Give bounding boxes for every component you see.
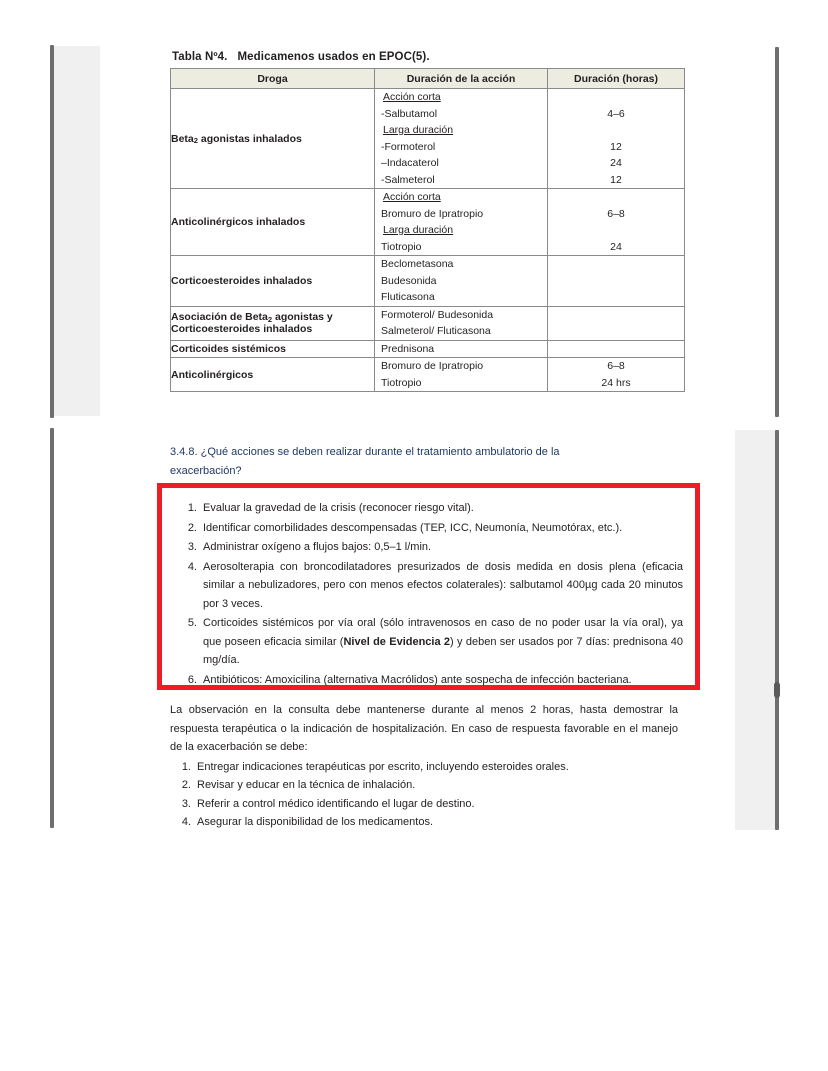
- table-caption: [172, 51, 430, 63]
- action-line: Bromuro de Ipratropio: [381, 207, 484, 220]
- cell-action-duration: [375, 256, 548, 307]
- table-caption-title: Medicamenos usados en EPOC(5).: [237, 51, 430, 63]
- cell-hours: [548, 89, 685, 189]
- hours-line: 24 hrs: [601, 376, 631, 389]
- list-item-text: Asegurar la disponibilidad de los medicamentos.: [197, 816, 434, 828]
- action-line: Acción corta: [383, 91, 441, 103]
- column-header-duracion-accion: Duración de la acción: [375, 69, 548, 89]
- observation-list-item: [170, 795, 678, 814]
- list-item-text: Administrar oxígeno a flujos bajos: 0,5–1 l/min.: [203, 541, 432, 553]
- cell-drug-name: Anticolinérgicos: [171, 358, 375, 392]
- column-header-droga: Droga: [171, 69, 375, 89]
- cell-action-duration: [375, 340, 548, 358]
- action-line: Budesonida: [381, 274, 437, 287]
- action-line: -Salmeterol: [381, 173, 435, 186]
- highlighted-action-item: [176, 538, 683, 557]
- list-marker: 4.: [187, 560, 197, 573]
- highlighted-actions-box: [157, 483, 700, 690]
- table-row: [171, 358, 685, 392]
- hours-line: 4–6: [607, 107, 625, 120]
- left-margin-panel-top: [52, 46, 100, 416]
- cell-action-duration: [375, 189, 548, 256]
- list-marker: 2.: [181, 779, 191, 791]
- observation-list: [170, 758, 678, 832]
- list-marker: 3.: [187, 541, 197, 553]
- right-margin-bar-top: [775, 47, 779, 417]
- cell-drug-name: Beta$_2$ agonistas inhalados: [171, 89, 375, 189]
- observation-list-item: [170, 776, 678, 795]
- action-line: Salmeterol/ Fluticasona: [381, 325, 491, 337]
- highlighted-actions-list: [176, 499, 683, 689]
- hours-line: 6–8: [607, 360, 625, 372]
- list-marker: 1.: [181, 760, 191, 773]
- list-item-text: Identificar comorbilidades descompensadas (TEP, ICC, Neumonía, Neumotórax, etc.).: [203, 521, 623, 534]
- list-item-text: Aerosolterapia con broncodilatadores presurizados de dosis medida en dosis plena (eficacia similar a nebulizadores, pero con menos efectos colaterales): salbutamol 400µg cada 20 minutos por 3 veces.: [203, 560, 683, 610]
- list-item-text: Referir a control médico identificando el lugar de destino.: [197, 797, 475, 810]
- cell-hours: [548, 189, 685, 256]
- action-line: Bromuro de Ipratropio: [381, 360, 484, 372]
- action-line: Beclometasona: [381, 258, 454, 270]
- table-caption-number: Tabla Nº4.: [172, 51, 228, 63]
- action-line: –Indacaterol: [381, 157, 439, 169]
- list-item-text: Entregar indicaciones terapéuticas por escrito, incluyendo esteroides orales.: [197, 760, 569, 773]
- cell-drug-name: Anticolinérgicos inhalados: [171, 189, 375, 256]
- cell-hours: [548, 358, 685, 392]
- action-line: Fluticasona: [381, 291, 435, 303]
- right-margin-bar-bottom: [775, 430, 779, 830]
- cell-drug-name: Corticoesteroides inhalados: [171, 256, 375, 307]
- evidence-level-emphasis: Nivel de Evidencia 2: [343, 635, 451, 648]
- list-marker: 3.: [181, 797, 191, 810]
- observation-line-2: la respuesta terapéutica o la indicación de hospitalización. En caso de respuesta favorable en: [170, 704, 678, 735]
- drug-table: [170, 68, 685, 392]
- observation-line-3: el manejo de la exacerbación se debe:: [170, 722, 678, 753]
- observation-list-item: [170, 758, 678, 777]
- list-item-text: Revisar y educar en la técnica de inhalación.: [197, 779, 416, 791]
- list-marker: 5.: [187, 617, 197, 629]
- cell-action-duration: [375, 306, 548, 340]
- action-line: Larga duración: [383, 124, 454, 136]
- list-item-text: Evaluar la gravedad de la crisis (reconocer riesgo vital).: [203, 502, 474, 514]
- observation-list-item: [170, 813, 678, 832]
- list-item-text: Corticoides sistémicos por vía oral (sólo intravenosos en caso de no poder usar la vía oral), ya que poseen eficacia similar (Nivel de Evidencia 2) y deben ser usados por 7 días: prednisona 40 mg/día.: [203, 617, 683, 666]
- left-margin-bar-top: [50, 45, 54, 418]
- highlighted-action-item: [176, 558, 683, 614]
- action-line: -Formoterol: [381, 140, 436, 153]
- scroll-thumb[interactable]: [774, 682, 780, 698]
- highlighted-action-item: [176, 671, 683, 690]
- cell-hours: [548, 340, 685, 358]
- cell-action-duration: [375, 89, 548, 189]
- question-text: ¿Qué acciones se deben realizar durante el tratamiento ambulatorio de la exacerbación?: [170, 446, 560, 477]
- table-row: [171, 256, 685, 307]
- hours-line: 24: [610, 240, 622, 253]
- action-line: Formoterol/ Budesonida: [381, 308, 494, 321]
- action-line: Larga duración: [383, 224, 454, 236]
- cell-hours: [548, 256, 685, 307]
- table-row: [171, 306, 685, 340]
- observation-paragraph: [170, 701, 678, 757]
- observation-line-1: La observación en la consulta debe mantenerse durante al menos 2 horas, hasta demostrar: [170, 704, 663, 716]
- action-line: Acción corta: [383, 191, 441, 203]
- action-line: -Salbutamol: [381, 107, 438, 120]
- highlighted-action-item: [176, 519, 683, 538]
- action-line: Tiotropio: [381, 240, 422, 253]
- observation-block: [170, 701, 678, 832]
- cell-drug-name: Asociación de Beta$_2$ agonistas y Corticoesteroides inhalados: [171, 306, 375, 340]
- column-header-duracion-horas: Duración (horas): [548, 69, 685, 89]
- action-line: Tiotropio: [381, 376, 422, 389]
- highlighted-action-item: [176, 614, 683, 670]
- table-header-row: [171, 69, 685, 89]
- hours-line: 6–8: [607, 207, 625, 220]
- list-marker: 4.: [181, 816, 191, 828]
- cell-drug-name: Corticoides sistémicos: [171, 340, 375, 358]
- hours-line: 12: [610, 173, 622, 186]
- table-row: [171, 189, 685, 256]
- cell-hours: [548, 306, 685, 340]
- cell-action-duration: [375, 358, 548, 392]
- list-item-text: Antibióticos: Amoxicilina (alternativa Macrólidos) ante sospecha de infección bacteriana.: [203, 673, 632, 686]
- action-line: Prednisona: [381, 342, 435, 355]
- question-number: 3.4.8.: [170, 446, 198, 458]
- list-marker: 6.: [187, 673, 197, 686]
- right-margin-panel-bottom: [735, 430, 777, 830]
- table-row: [171, 89, 685, 189]
- question-heading: [170, 443, 610, 481]
- left-margin-bar-bottom: [50, 428, 54, 828]
- list-marker: 2.: [187, 521, 197, 534]
- hours-line: 12: [610, 140, 622, 153]
- list-marker: 1.: [187, 502, 197, 514]
- highlighted-action-item: [176, 499, 683, 518]
- hours-line: 24: [610, 157, 622, 169]
- table-row: [171, 340, 685, 358]
